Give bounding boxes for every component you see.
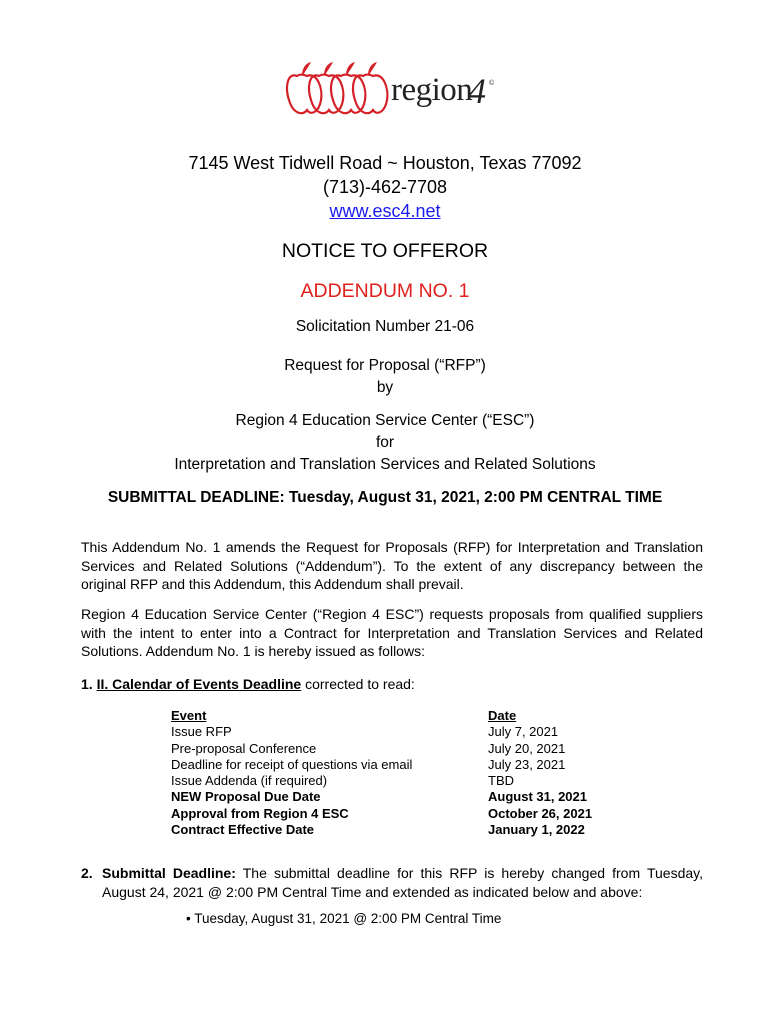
calendar-header-row [171,708,592,724]
table-row [171,724,592,740]
item-2-number: 2. [81,865,93,881]
date-cell: August 31, 2021 [488,789,587,805]
table-row [171,773,592,789]
event-cell: Deadline for receipt of questions via email [171,756,413,772]
item-2-heading: Submittal Deadline: [102,865,236,881]
logo-text: region [391,72,473,108]
table-row [171,789,592,805]
calendar-table [171,708,592,838]
event-cell: Pre-proposal Conference [171,740,317,756]
solicitation-number: Solicitation Number 21-06 [295,318,475,335]
table-row [171,757,592,773]
date-cell: July 20, 2021 [488,740,566,756]
event-cell: Issue RFP [171,724,232,740]
rfp-line-5: Interpretation and Translation Services and Related Solutions [174,456,596,473]
apples-icon [285,58,395,120]
item-1 [81,676,415,692]
item-2 [81,864,703,901]
address-line: 7145 West Tidwell Road ~ Houston, Texas 77092 [188,153,582,173]
rfp-line-3: Region 4 Education Service Center (“ESC”) [235,412,535,429]
table-row [171,822,592,838]
paragraph-addendum-intro: This Addendum No. 1 amends the Request for Proposals (RFP) for Interpretation and Translation Services and Related Solutions (“Addendum”). To the extent of any discrepancy between the original RFP and this Addendum, this Addendum shall prevail. [81,539,703,592]
event-cell: NEW Proposal Due Date [171,789,321,805]
logo-number: 4 [468,71,486,111]
date-cell: October 26, 2021 [488,805,593,821]
table-row [171,741,592,757]
rfp-line-2: by [376,379,394,396]
paragraph-request-proposals: Region 4 Education Service Center (“Region 4 ESC”) requests proposals from qualified suppliers with the intent to enter into a Contract for Interpretation and Translation Services and Related Solutions. Addendum No. 1 is hereby issued as follows: [81,606,703,659]
event-cell: Issue Addenda (if required) [171,773,328,789]
event-cell: Contract Effective Date [171,822,315,838]
event-cell: Approval from Region 4 ESC [171,805,349,821]
item-1-number: 1. [81,676,93,692]
rfp-line-1: Request for Proposal (“RFP”) [284,357,486,374]
bullet-new-deadline: • Tuesday, August 31, 2021 @ 2:00 PM Central Time [186,911,502,926]
date-cell: July 23, 2021 [488,756,566,772]
calendar-header-date: Date [488,708,517,723]
calendar-header-event: Event [171,708,207,723]
notice-title: NOTICE TO OFFEROR [281,240,489,262]
logo-mark: © [489,80,495,87]
addendum-title: ADDENDUM NO. 1 [300,280,470,302]
table-row [171,806,592,822]
region4-logo [285,58,505,120]
date-cell: January 1, 2022 [488,822,585,838]
website-link[interactable]: www.esc4.net [329,201,441,221]
date-cell: July 7, 2021 [488,724,559,740]
item-2-text: The submittal deadline for this RFP is hereby changed from Tuesday, August 24, 2021 @ 2:00 PM Central Time and extended as indicated below and above: [102,865,703,900]
item-1-heading: II. Calendar of Events Deadline [96,676,302,692]
phone-line: (713)-462-7708 [322,177,448,197]
rfp-line-4: for [375,434,395,451]
date-cell: TBD [488,773,514,789]
submittal-deadline: SUBMITTAL DEADLINE: Tuesday, August 31, 2021, 2:00 PM CENTRAL TIME [107,489,663,506]
item-1-text: corrected to read: [301,676,415,692]
